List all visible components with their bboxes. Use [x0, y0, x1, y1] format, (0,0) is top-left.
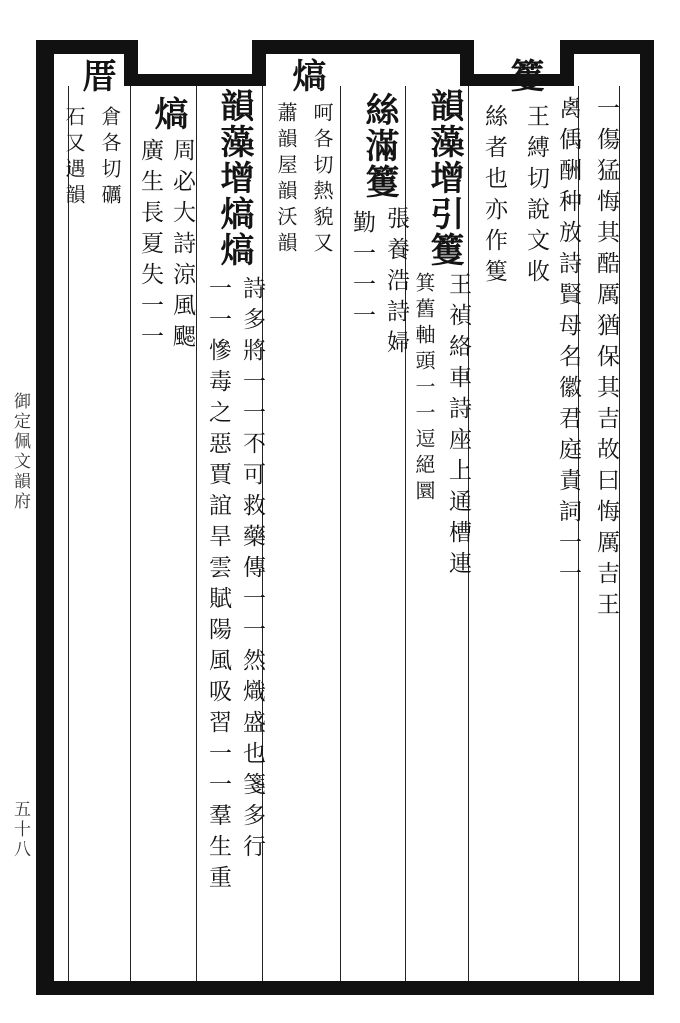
text-column-1: 一傷猛悔其酷厲猶保其吉故曰悔厲吉王: [593, 96, 619, 623]
text-column-10: 蕭韻屋韻沃韻: [274, 102, 298, 258]
text-column-2: 禼偊酬种放詩賢母名徽君庭責詞一一: [555, 96, 581, 592]
text-column-5: 王禎絡車詩座上通槽連: [445, 272, 471, 582]
text-column-8: 勤一一一: [349, 210, 375, 334]
frame-bottom-border: [36, 981, 654, 995]
frame-top-border: [36, 40, 54, 995]
text-column-14: 廣生長夏失一一: [137, 138, 163, 355]
text-column-6: 箕舊軸頭一一逗絕圜: [412, 272, 436, 506]
column-rule: [68, 86, 69, 981]
text-column-15: 倉各切礪: [98, 106, 122, 210]
text-column-4: 絲者也亦作篗: [481, 104, 507, 290]
margin-title: 御定佩文韻府: [10, 392, 30, 512]
column-rule: [130, 86, 131, 981]
text-column-11: 詩多將一一不可救藥傳一一然熾盛也箋多行: [239, 276, 265, 865]
frame-top-border: [36, 40, 136, 54]
text-column-16: 石又遇韻: [62, 106, 86, 210]
headword-huo: 籆: [504, 58, 544, 94]
headword-cuo: 厝: [76, 58, 116, 94]
text-column-13: 周必大詩涼風颸: [169, 138, 195, 355]
section-heading-yunzao-zeng: 韻藻增熇熇: [214, 88, 254, 268]
text-column-9: 呵各切熱貌又: [310, 102, 334, 258]
frame-top-border: [124, 74, 264, 86]
headword-he-2: 熇: [148, 96, 188, 132]
column-rule: [340, 86, 341, 981]
text-column-3: 王縛切說文收: [523, 104, 549, 290]
frame-top-border: [252, 40, 472, 54]
headword-he: 熇: [286, 58, 326, 94]
phrase-heading: 絲滿籆: [359, 92, 399, 200]
frame-right-border: [640, 40, 654, 995]
text-column-12: 一一慘毒之惡賈誼旱雲賦陽風吸習一一羣生重: [205, 276, 231, 896]
page-number: 五十八: [10, 800, 30, 860]
text-column-7: 張養浩詩婦: [383, 206, 409, 361]
section-heading-yunzao-zengyin: 韻藻增引籆: [424, 88, 464, 268]
